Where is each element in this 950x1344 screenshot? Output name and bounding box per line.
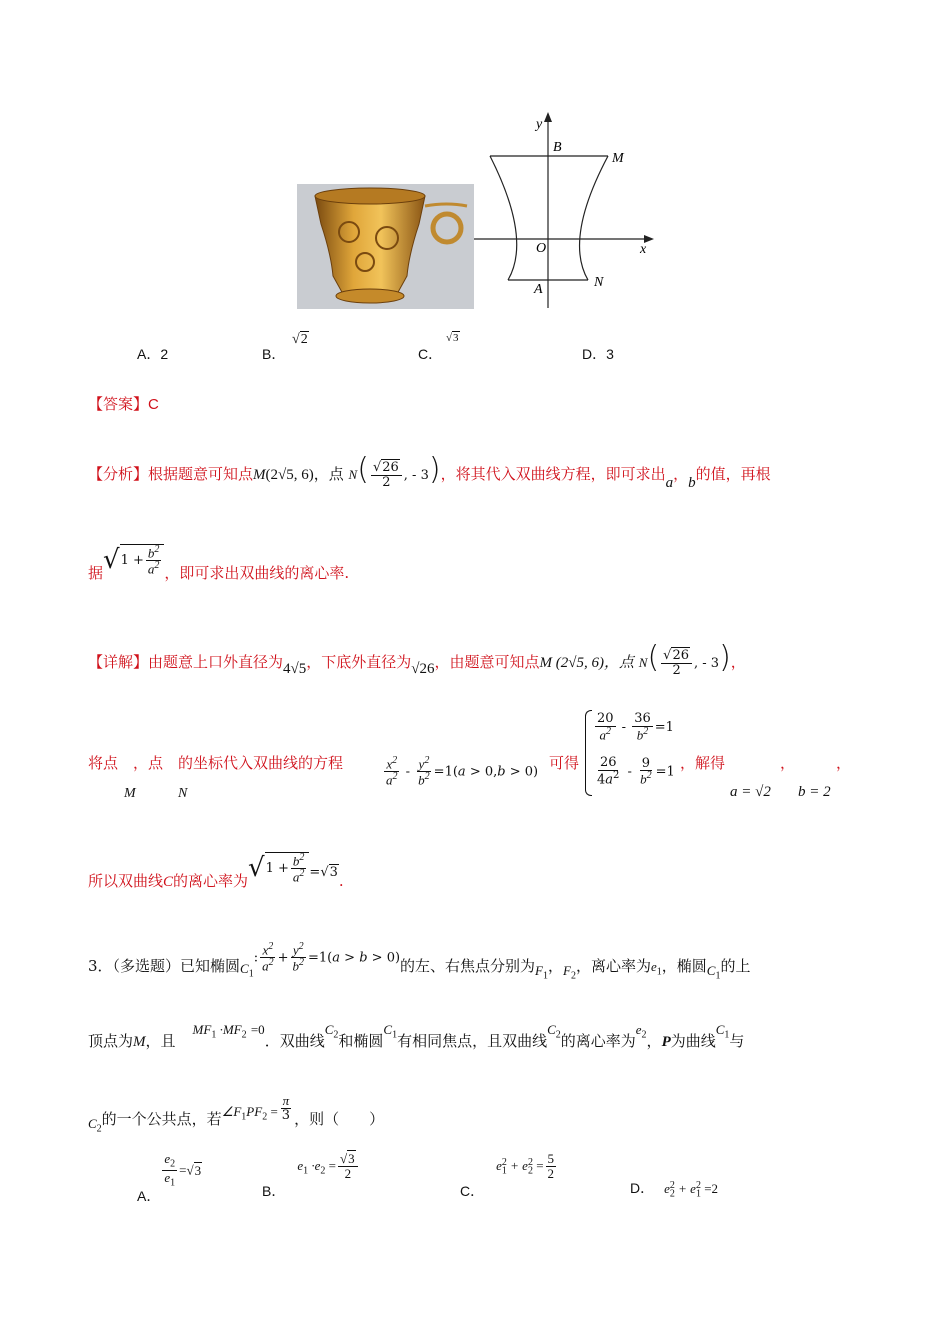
option-d: D．3 bbox=[582, 346, 614, 362]
point-a-label: A bbox=[534, 282, 543, 297]
q3-line-2: 顶点为M，且$MF_1 \cdot MF_2 =0$．双曲线$C_2$和椭圆$C_1$有相同焦点，且双曲线$C_2$的离心率为$e_2$，P为曲线$C_1$与 bbox=[88, 1022, 745, 1050]
answer-tag: 【答案】 bbox=[88, 395, 149, 413]
q3-option-b: B．$e_1 \cdot e_2$ = $\frac{√3}{2}$ bbox=[262, 1152, 360, 1180]
analysis-n-x: $\frac{√26}{2}$ bbox=[371, 461, 402, 489]
detail-tag: 【详解】 bbox=[88, 653, 149, 671]
detail-n-label: N bbox=[178, 786, 188, 801]
golden-cup-photo bbox=[297, 184, 474, 309]
hyperbola-equation: $\frac{x^2}{a^2}$ - $\frac{y^2}{b^2}$ =1(a > 0,b > 0) bbox=[386, 755, 539, 788]
q3-number: 3．（多选题）已知椭圆 bbox=[88, 957, 241, 976]
option-b-label: B． bbox=[262, 346, 286, 362]
point-m-label: M bbox=[612, 151, 624, 166]
option-a: A．2 bbox=[137, 346, 169, 362]
detail-line-3: 所以双曲线C的离心率为√ 1 + $\frac{b^2}{a^2}$ =√3. bbox=[88, 852, 344, 890]
x-label: x bbox=[640, 242, 647, 257]
option-b bbox=[262, 332, 308, 364]
q3-line-3: $C_2$的一个公共点，若$\angle F_1PF_2$ = $\frac{\pi}{3}$ ，则（ ） bbox=[88, 1093, 385, 1135]
analysis-line-2: 据√ 1 + $\frac{b^2}{a^2}$ ，即可求出双曲线的离心率. bbox=[88, 544, 350, 582]
hyperbola-diagram bbox=[470, 108, 670, 313]
option-c-value: √3 bbox=[446, 332, 459, 344]
option-b-value: √2 bbox=[292, 332, 308, 347]
detail-line-2: 将点 ，点 的坐标代入双曲线的方程 bbox=[88, 754, 344, 772]
point-b-label: B bbox=[553, 140, 562, 155]
detail-line-1: 【详解】由题意上口外直径为4√5，下底外直径为√26，由题意可知点M (2√5, 6)，点 N( $\frac{√26}{2}$ , - 3)， bbox=[88, 640, 746, 678]
option-c bbox=[418, 332, 459, 364]
option-c-label: C． bbox=[418, 346, 443, 362]
golden-cup-illustration bbox=[297, 184, 474, 309]
q3-option-d: D． $e_2^2 + e_1^2 =2$ bbox=[630, 1179, 719, 1200]
q3-option-a: A． $\frac{e_2}{e_1}$ =√3 bbox=[137, 1151, 202, 1204]
y-axis-arrow bbox=[544, 112, 552, 122]
left-branch bbox=[490, 156, 517, 280]
solution-b: b = 2 bbox=[798, 784, 831, 800]
origin-label: O bbox=[536, 241, 547, 256]
analysis-line-1: 【分析】根据题意可知点M(2√5, 6)，点 N( $\frac{√26}{2}$ , - 3)，将其代入双曲线方程，即可求出a，b的值，再根 bbox=[88, 452, 771, 491]
right-branch bbox=[580, 156, 608, 280]
analysis-tag: 【分析】 bbox=[88, 465, 149, 483]
solution-a: a = √2 bbox=[730, 784, 771, 800]
detail-m-label: M bbox=[124, 786, 136, 801]
q3-option-c: C．$e_1^2 + e_2^2$ = $\frac{5}{2}$ bbox=[460, 1151, 555, 1200]
point-n-label: N bbox=[594, 275, 604, 290]
q3-line-1: 3．（多选题）已知椭圆$C_1$: $\frac{x^2}{a^2}$ + $\frac{y^2}{b^2}$ =1(a > b > 0)的左、右焦点分别为$F_1$，$F_2$，离心率为$e_1$，椭圆$C_1$的上 bbox=[88, 941, 751, 983]
y-label: y bbox=[536, 117, 543, 132]
answer-value: C bbox=[148, 396, 159, 413]
answer-line bbox=[88, 393, 159, 414]
